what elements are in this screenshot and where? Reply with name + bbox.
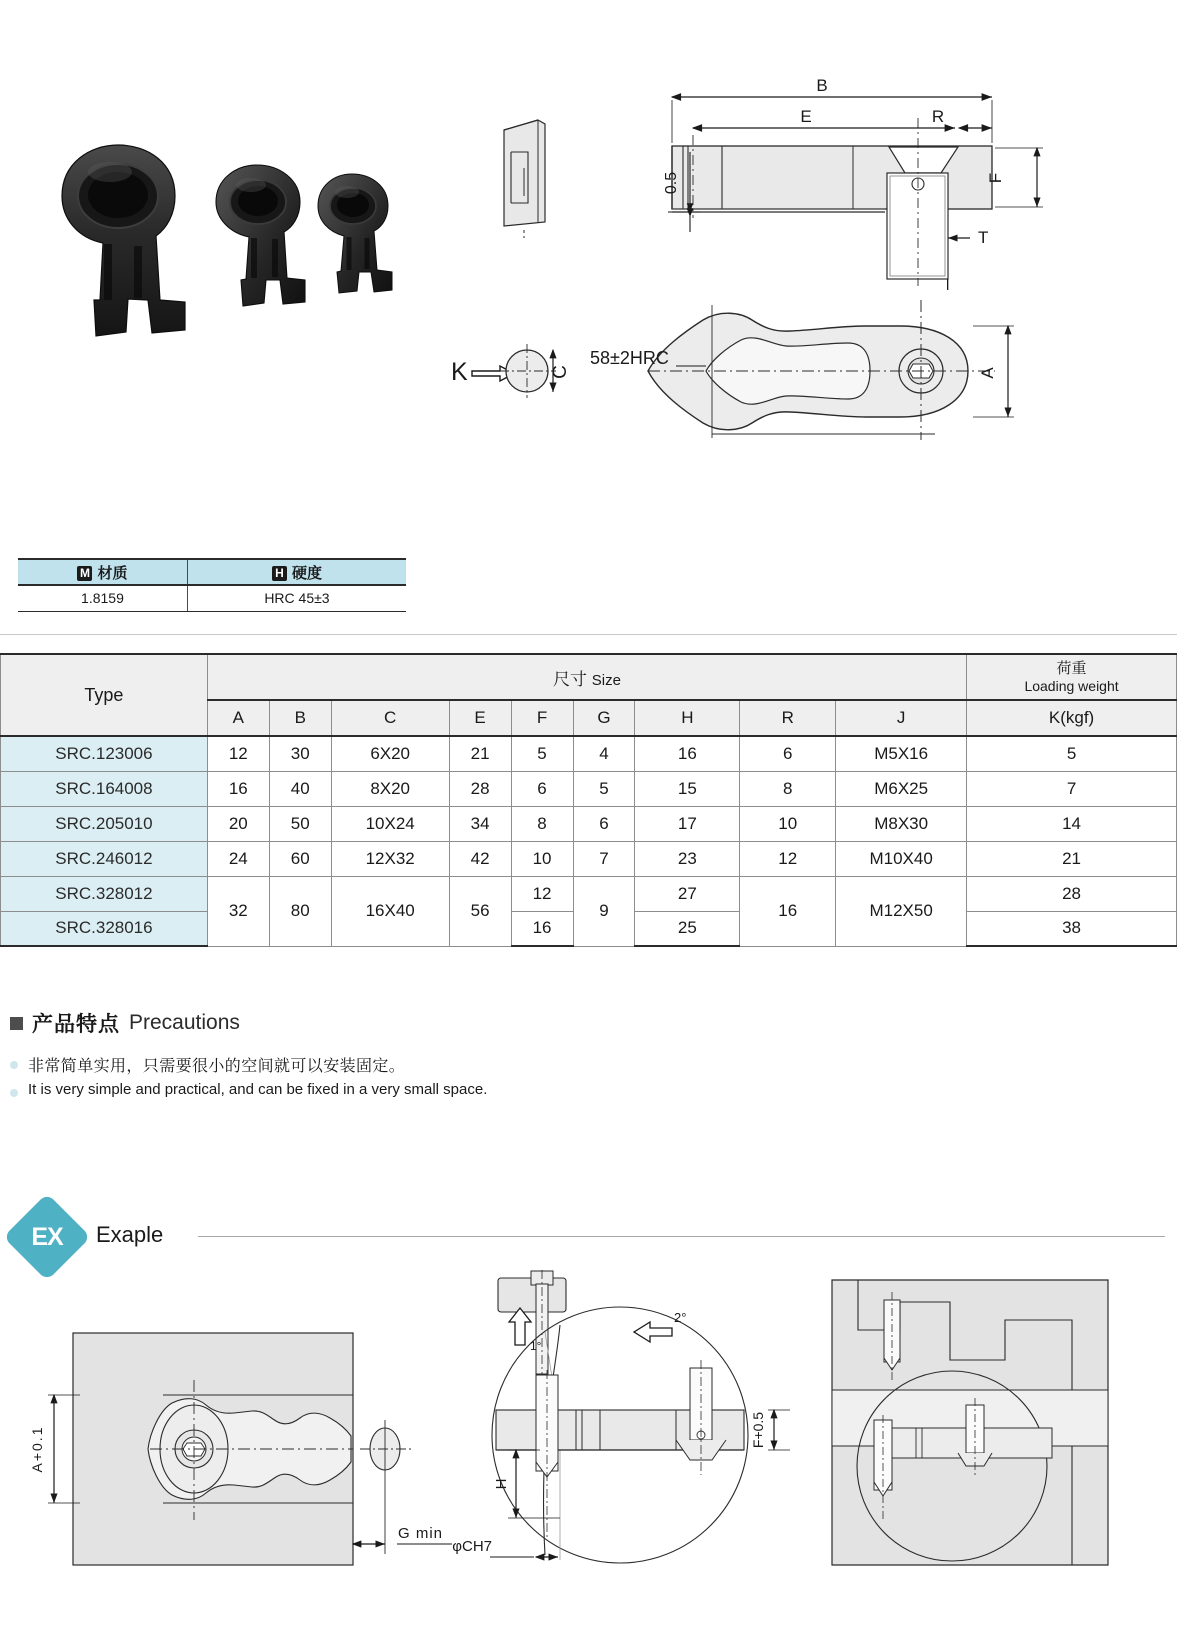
cell-r: 16 (740, 876, 836, 946)
precautions-title-cn: 产品特点 (32, 1013, 120, 1036)
cell-c: 12X32 (331, 841, 449, 876)
col-group-loading (967, 654, 1177, 700)
cell-k: 14 (967, 806, 1177, 841)
precautions-title-en: Precautions (129, 1011, 240, 1034)
example-drawings (0, 1270, 1177, 1645)
cell-g: 6 (573, 806, 635, 841)
plan-view (590, 300, 1014, 440)
cell-b: 80 (269, 876, 331, 946)
table-row (1, 806, 1177, 841)
section-divider (0, 634, 1177, 635)
dim-label-phi-ch7: φCH7 (452, 1538, 492, 1555)
product-photo-small (318, 174, 392, 293)
cell-k: 38 (967, 911, 1177, 946)
cell-f: 6 (511, 771, 573, 806)
cell-a: 16 (207, 771, 269, 806)
material-value: 1.8159 (18, 585, 187, 611)
dim-label-c: C (550, 365, 571, 379)
example-badge-label: EX (31, 1222, 63, 1251)
col-header-f: F (511, 700, 573, 736)
size-header-cn: 尺寸 (553, 669, 588, 689)
loading-header-cn: 荷重 (1056, 660, 1087, 678)
product-drawings (0, 0, 1177, 520)
main-section-view (663, 76, 1043, 294)
dim-label-angle-2: 2° (674, 1310, 687, 1325)
col-header-a: A (207, 700, 269, 736)
material-header-cell (18, 559, 187, 585)
hardness-header-label: 硬度 (291, 564, 322, 582)
cell-r: 10 (740, 806, 836, 841)
dim-label-h: H (493, 1478, 510, 1490)
cell-type: SRC.246012 (1, 841, 208, 876)
material-header-label: 材质 (97, 564, 128, 582)
precautions-heading (10, 1008, 910, 1038)
example-divider (198, 1236, 1165, 1237)
cell-g: 5 (573, 771, 635, 806)
precautions-section (10, 1008, 910, 1103)
cell-a: 12 (207, 736, 269, 771)
cell-r: 8 (740, 771, 836, 806)
list-item (10, 1053, 910, 1076)
specification-table (0, 653, 1177, 947)
cell-b: 40 (269, 771, 331, 806)
bullet-square-icon (10, 1017, 23, 1030)
col-header-r: R (740, 700, 836, 736)
cell-e: 56 (449, 876, 511, 946)
cell-e: 28 (449, 771, 511, 806)
table-row (1, 876, 1177, 911)
cell-f: 12 (511, 876, 573, 911)
col-group-size (207, 654, 966, 700)
dim-label-l: l (946, 277, 950, 294)
col-header-g: G (573, 700, 635, 736)
cell-k: 7 (967, 771, 1177, 806)
cell-type: SRC.123006 (1, 736, 208, 771)
cell-type: SRC.205010 (1, 806, 208, 841)
cell-e: 42 (449, 841, 511, 876)
spec-header-row-1 (1, 654, 1177, 700)
cell-j: M12X50 (836, 876, 967, 946)
cell-e: 21 (449, 736, 511, 771)
dim-label-r: R (931, 107, 945, 126)
col-header-c: C (331, 700, 449, 736)
cell-type: SRC.328012 (1, 876, 208, 911)
dim-label-k: K (451, 358, 468, 386)
material-hardness-table (18, 558, 406, 612)
cell-h: 15 (635, 771, 740, 806)
precaution-text-cn: 非常简单实用，只需要很小的空间就可以安装固定。 (28, 1058, 406, 1075)
example-label: Exaple (96, 1222, 164, 1247)
cell-type: SRC.328016 (1, 911, 208, 946)
dim-label-0-5: 0.5 (663, 171, 680, 195)
hardness-badge-icon: H (272, 566, 287, 581)
hardness-header-cell (187, 559, 406, 585)
precautions-list (10, 1053, 910, 1098)
cell-j: M8X30 (836, 806, 967, 841)
cell-c: 10X24 (331, 806, 449, 841)
cell-c: 16X40 (331, 876, 449, 946)
cell-a: 24 (207, 841, 269, 876)
cell-r: 6 (740, 736, 836, 771)
cell-e: 34 (449, 806, 511, 841)
col-header-type: Type (1, 654, 208, 736)
dim-label-b: B (816, 76, 828, 95)
product-photo-medium (216, 165, 305, 306)
cell-c: 6X20 (331, 736, 449, 771)
dim-label-a: A (978, 367, 997, 379)
cell-type: SRC.164008 (1, 771, 208, 806)
cell-a: 32 (207, 876, 269, 946)
cell-h: 25 (635, 911, 740, 946)
table-row (1, 841, 1177, 876)
hardness-note: 58±2HRC (590, 348, 669, 368)
cell-h: 17 (635, 806, 740, 841)
cell-f: 10 (511, 841, 573, 876)
table-row (1, 736, 1177, 771)
material-table-row (18, 585, 406, 611)
cell-k: 21 (967, 841, 1177, 876)
dim-label-f-tolerance: F+0.5 (750, 1411, 766, 1449)
cell-h: 16 (635, 736, 740, 771)
dim-label-f: F (986, 172, 1005, 184)
bullet-dot-icon (10, 1061, 18, 1069)
dim-label-e: E (800, 107, 812, 126)
cell-j: M6X25 (836, 771, 967, 806)
loading-header-en: Loading weight (1024, 677, 1119, 694)
cell-k: 5 (967, 736, 1177, 771)
col-header-k: K(kgf) (967, 700, 1177, 736)
cell-j: M5X16 (836, 736, 967, 771)
col-header-b: B (269, 700, 331, 736)
product-photo-large (62, 145, 185, 336)
example-detail-view (452, 1270, 790, 1563)
size-header-en: Size (591, 671, 621, 689)
k-view-circle (451, 344, 571, 398)
dim-label-t: T (978, 228, 989, 247)
precaution-text-en: It is very simple and practical, and can be fixed in a very small space. (28, 1081, 488, 1098)
cell-b: 60 (269, 841, 331, 876)
cell-c: 8X20 (331, 771, 449, 806)
dim-label-a-tolerance: A+0.1 (29, 1425, 45, 1473)
example-assembly-view (832, 1280, 1108, 1565)
table-row (1, 771, 1177, 806)
cell-f: 16 (511, 911, 573, 946)
col-header-h: H (635, 700, 740, 736)
list-item (10, 1081, 910, 1098)
side-view-small (504, 120, 545, 238)
example-heading (8, 1206, 1168, 1276)
hardness-value: HRC 45±3 (187, 585, 406, 611)
cell-g: 9 (573, 876, 635, 946)
cell-h: 23 (635, 841, 740, 876)
cell-a: 20 (207, 806, 269, 841)
col-header-e: E (449, 700, 511, 736)
cell-f: 5 (511, 736, 573, 771)
cell-f: 8 (511, 806, 573, 841)
cell-h: 27 (635, 876, 740, 911)
material-table-header-row (18, 559, 406, 585)
col-header-j: J (836, 700, 967, 736)
cell-g: 7 (573, 841, 635, 876)
cell-j: M10X40 (836, 841, 967, 876)
cell-g: 4 (573, 736, 635, 771)
dim-label-g-min: G min (398, 1525, 444, 1542)
cell-b: 50 (269, 806, 331, 841)
dim-label-angle-1: 1° (530, 1339, 542, 1353)
cell-b: 30 (269, 736, 331, 771)
cell-k: 28 (967, 876, 1177, 911)
cell-r: 12 (740, 841, 836, 876)
example-plan-view (29, 1333, 452, 1565)
bullet-dot-icon (10, 1089, 18, 1097)
material-badge-icon: M (77, 566, 92, 581)
